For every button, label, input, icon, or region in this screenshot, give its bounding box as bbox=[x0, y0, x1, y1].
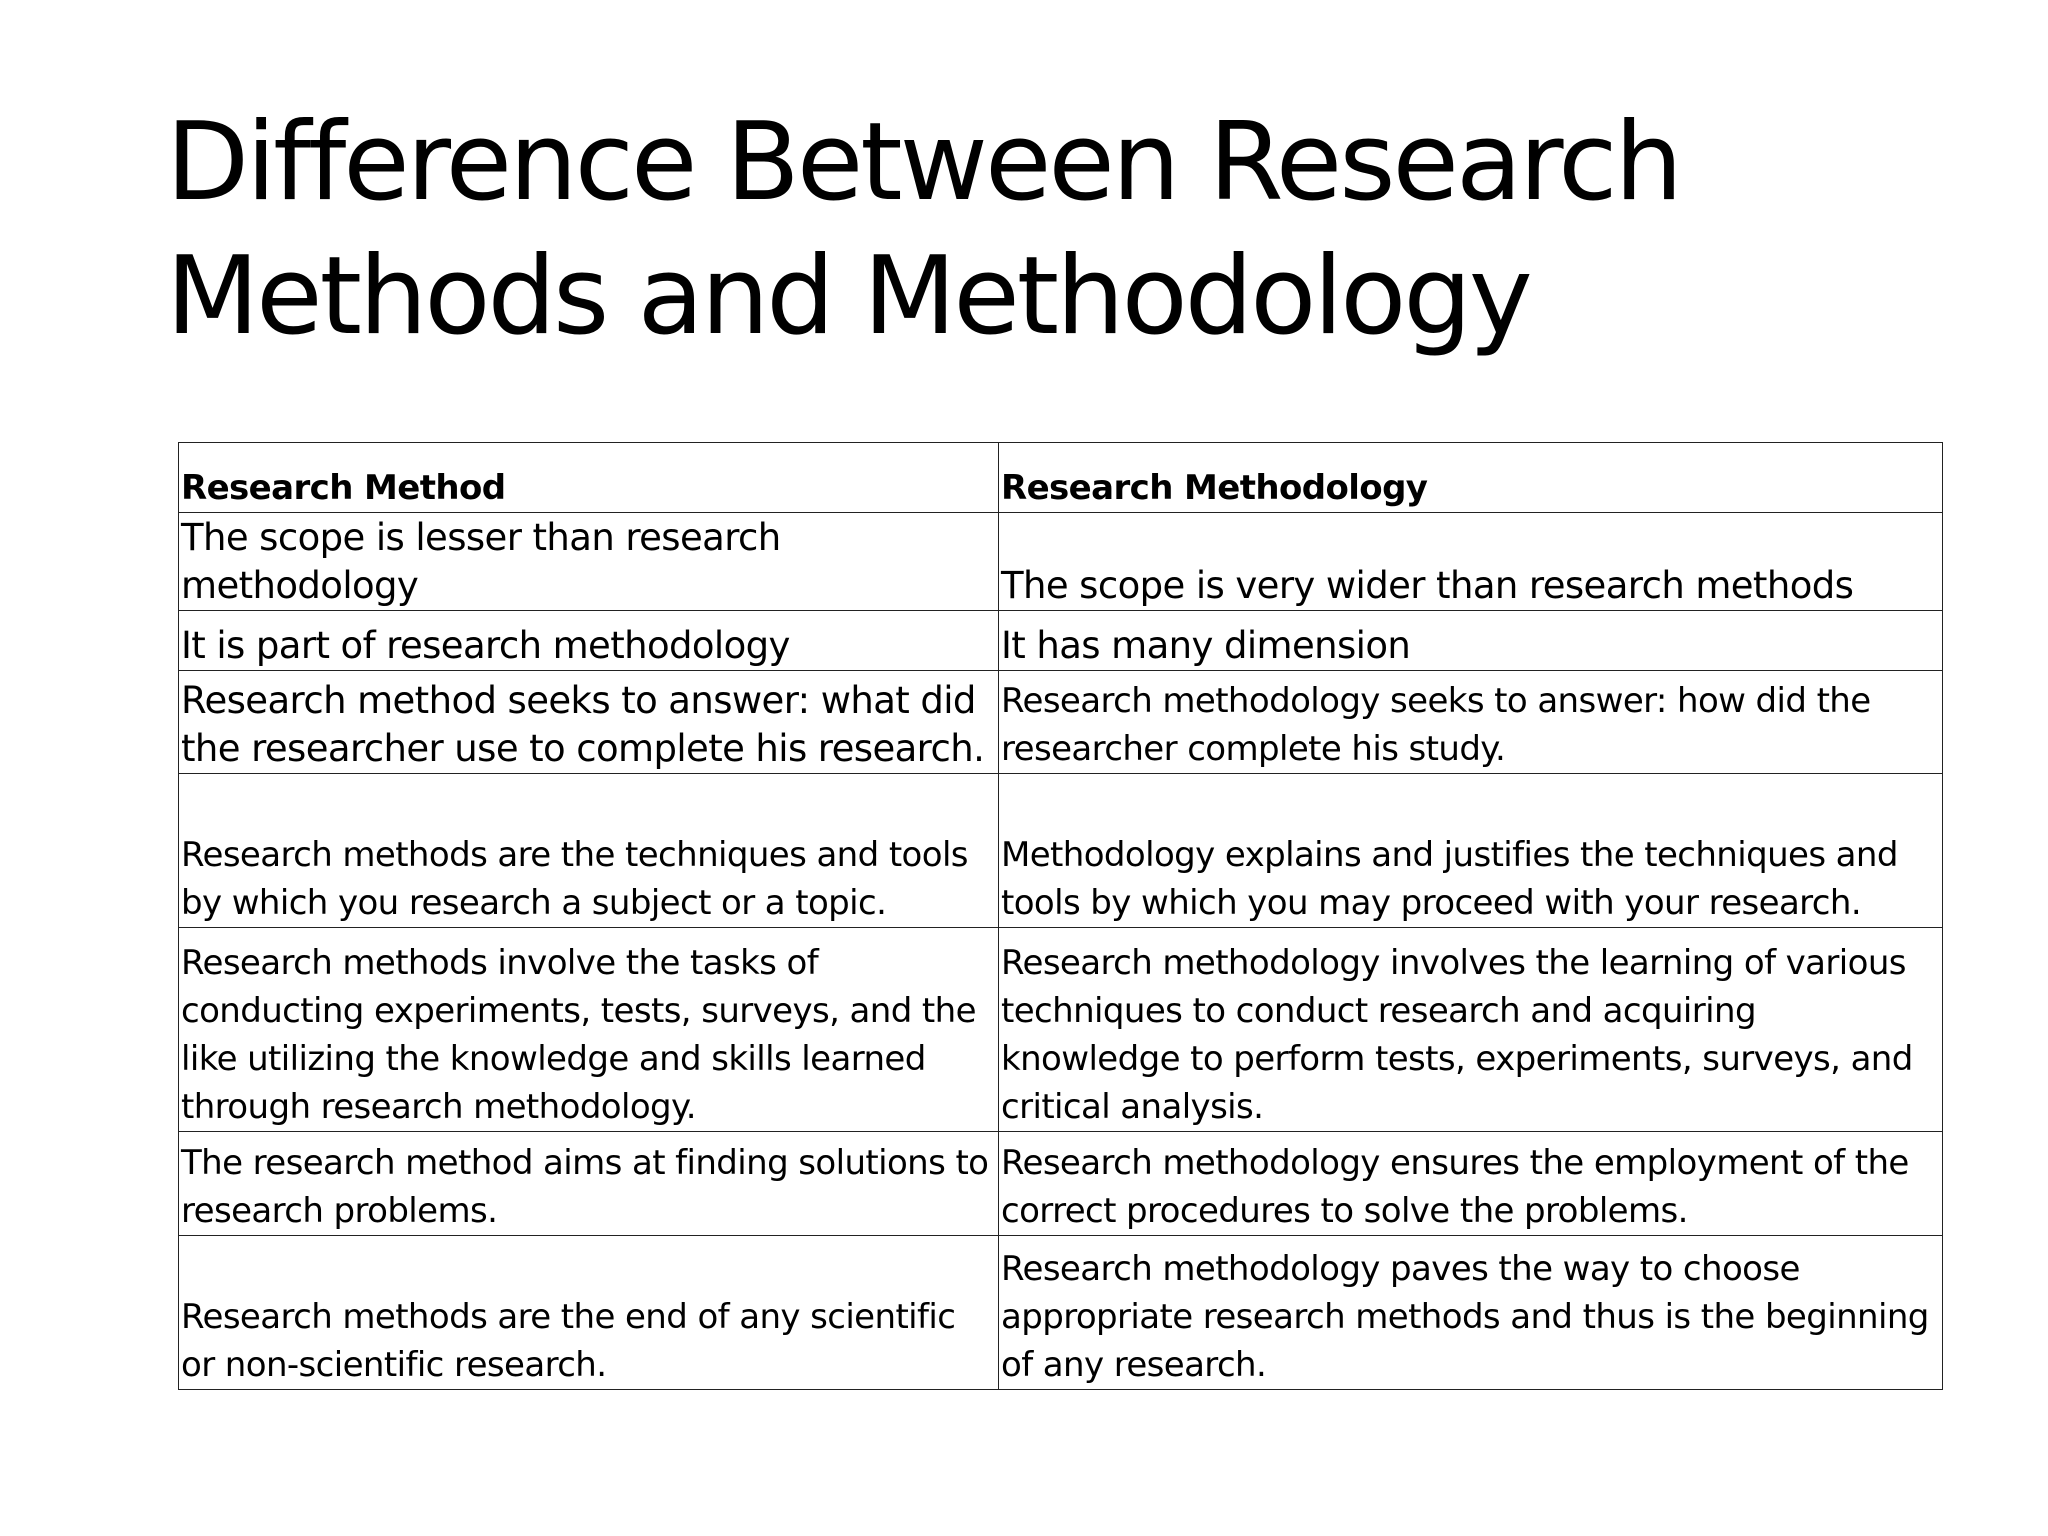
cell-text: Research methodology seeks to answer: how did the researcher complete his study. bbox=[1001, 681, 1871, 769]
slide-title-line-2: Methods and Methodology bbox=[166, 234, 1530, 359]
cell-text: Research methodology paves the way to choose appropriate research methods and thus is the beginning of any research. bbox=[1001, 1249, 1929, 1385]
cell-method bbox=[179, 611, 999, 671]
cell-methodology bbox=[999, 774, 1943, 928]
cell-method bbox=[179, 774, 999, 928]
cell-text: Research methods are the end of any scientific or non-scientific research. bbox=[181, 1297, 956, 1385]
header-research-method: Research Method bbox=[179, 443, 999, 513]
slide-title-line-1: Difference Between Research bbox=[166, 100, 1681, 225]
cell-method bbox=[179, 928, 999, 1132]
cell-method bbox=[179, 513, 999, 611]
cell-text: Research methodology involves the learning of various techniques to conduct research and acquiring knowledge to perform tests, experiments, surveys, and critical analysis. bbox=[1001, 943, 1913, 1127]
cell-text: The research method aims at finding solutions to research problems. bbox=[181, 1143, 989, 1231]
table-row bbox=[179, 1236, 1943, 1390]
cell-text: Methodology explains and justifies the techniques and tools by which you may proceed with your research. bbox=[1001, 835, 1898, 923]
cell-methodology bbox=[999, 1132, 1943, 1236]
comparison-table bbox=[178, 442, 1943, 1390]
table-row bbox=[179, 928, 1943, 1132]
cell-text: The scope is very wider than research methods bbox=[1001, 564, 1854, 607]
cell-method bbox=[179, 1132, 999, 1236]
table-row bbox=[179, 774, 1943, 928]
cell-method bbox=[179, 671, 999, 774]
cell-text: Research method seeks to answer: what did the researcher use to complete his research. bbox=[181, 679, 985, 770]
table-row bbox=[179, 1132, 1943, 1236]
cell-text: It is part of research methodology bbox=[181, 624, 790, 667]
table-row bbox=[179, 513, 1943, 611]
cell-methodology bbox=[999, 611, 1943, 671]
cell-text: The scope is lesser than research methodology bbox=[181, 516, 781, 607]
cell-methodology bbox=[999, 671, 1943, 774]
header-research-methodology: Research Methodology bbox=[999, 443, 1943, 513]
cell-text: It has many dimension bbox=[1001, 624, 1411, 667]
cell-text: Research methods involve the tasks of conducting experiments, tests, surveys, and the like utilizing the knowledge and skills learned through research methodology. bbox=[181, 943, 976, 1127]
cell-method bbox=[179, 1236, 999, 1390]
slide-title bbox=[166, 96, 1916, 364]
table-header-row bbox=[179, 443, 1943, 513]
cell-text: Research methodology ensures the employment of the correct procedures to solve the problems. bbox=[1001, 1143, 1909, 1231]
table-row bbox=[179, 611, 1943, 671]
cell-text: Research methods are the techniques and tools by which you research a subject or a topic. bbox=[181, 835, 968, 923]
cell-methodology bbox=[999, 1236, 1943, 1390]
table-row bbox=[179, 671, 1943, 774]
cell-methodology bbox=[999, 928, 1943, 1132]
cell-methodology bbox=[999, 513, 1943, 611]
